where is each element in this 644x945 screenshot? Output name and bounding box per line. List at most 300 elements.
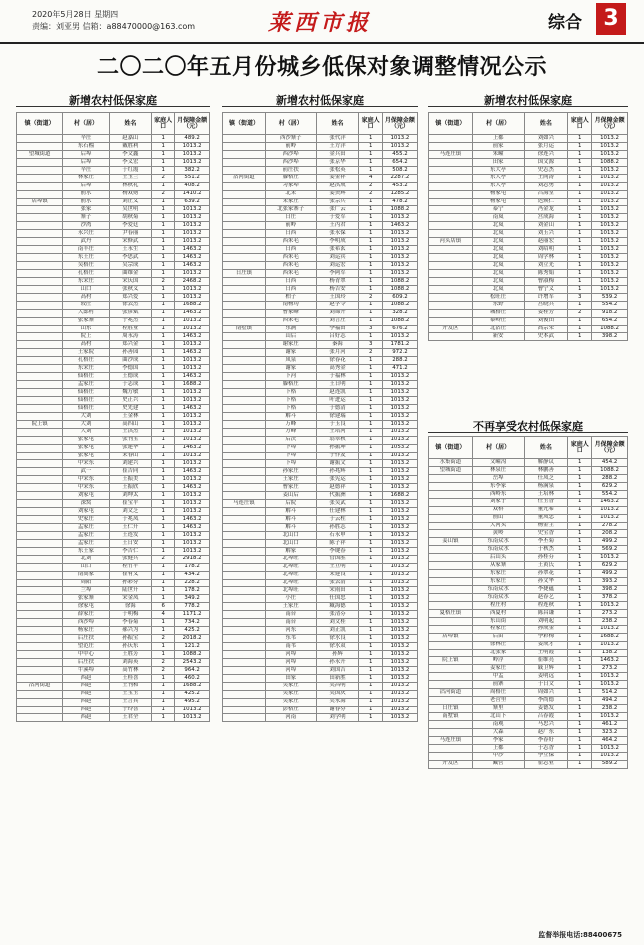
monthly-amount-cell: 1013.2 [175, 341, 210, 349]
town-cell [17, 611, 63, 619]
table-row [429, 609, 628, 617]
household-size-cell: 1 [568, 325, 592, 333]
town-cell [223, 579, 266, 587]
household-size-cell: 1 [359, 460, 382, 468]
name-cell: 赵嘉山 [109, 135, 151, 143]
table-row [429, 625, 628, 633]
village-cell: 高村 [63, 341, 109, 349]
issue-date: 2020年5月28日 [32, 10, 92, 19]
town-cell [17, 389, 63, 397]
town-cell [17, 468, 63, 476]
town-cell [223, 230, 266, 238]
monthly-amount-cell: 1013.2 [175, 714, 210, 722]
town-cell [17, 595, 63, 603]
village-cell: 北埠旺 [265, 587, 316, 595]
town-cell [17, 230, 63, 238]
monthly-amount-cell: 1013.2 [382, 563, 417, 571]
name-cell: 于明梅 [109, 611, 151, 619]
table-row [17, 650, 210, 658]
town-cell [429, 665, 473, 673]
household-size-cell: 1 [152, 254, 175, 262]
village-cell: 林家庄 [63, 174, 109, 182]
village-cell: 北山下 [472, 713, 524, 721]
village-cell: 张家屯 [63, 444, 109, 452]
village-cell: 河南 [265, 714, 316, 722]
table-row [429, 238, 628, 246]
table-row [223, 508, 418, 516]
household-size-cell: 4 [359, 174, 382, 182]
household-size-cell: 1 [568, 190, 592, 198]
monthly-amount-cell: 554.2 [592, 490, 628, 498]
name-cell: 李阿军 [316, 269, 359, 277]
town-cell [429, 285, 473, 293]
monthly-amount-cell: 1688.2 [382, 492, 417, 500]
village-cell: 田家 [472, 158, 524, 166]
village-cell: 北山口 [265, 531, 316, 539]
monthly-amount-cell: 1013.2 [382, 142, 417, 150]
town-cell [223, 285, 266, 293]
household-size-cell: 1 [359, 254, 382, 262]
name-cell: 解静议 [524, 459, 568, 467]
column-header: 家庭人口 [152, 113, 175, 135]
table-row [429, 150, 628, 158]
village-cell: 周阳 [63, 579, 109, 587]
name-cell: 刘立光 [524, 262, 568, 270]
household-size-cell: 1 [152, 468, 175, 476]
monthly-amount-cell: 1013.2 [592, 285, 628, 293]
name-cell: 郑兴爱 [109, 293, 151, 301]
table-row [223, 460, 418, 468]
monthly-amount-cell: 460.2 [175, 674, 210, 682]
table-row [429, 562, 628, 570]
table-row [429, 506, 628, 514]
name-cell: 张松英 [316, 166, 359, 174]
village-cell: 刘家屯 [63, 492, 109, 500]
town-cell [429, 222, 473, 230]
household-size-cell: 1 [568, 609, 592, 617]
household-size-cell: 1 [568, 150, 592, 158]
table-row [17, 150, 210, 158]
monthly-amount-cell: 964.2 [175, 666, 210, 674]
name-cell: 王明霞 [524, 649, 568, 657]
household-size-cell: 1 [568, 301, 592, 309]
monthly-amount-cell: 1013.2 [175, 547, 210, 555]
village-cell: 解斗 [265, 523, 316, 531]
town-cell [429, 246, 473, 254]
village-cell: 西岭东 [472, 490, 524, 498]
monthly-amount-cell: 1013.2 [382, 381, 417, 389]
village-cell: 张家寨 [63, 317, 109, 325]
town-cell [223, 246, 266, 254]
town-cell [223, 650, 266, 658]
household-size-cell: 1 [568, 198, 592, 206]
village-cell: 北沽庄 [472, 325, 524, 333]
town-cell [17, 254, 63, 262]
household-size-cell: 1 [152, 508, 175, 516]
town-cell [429, 649, 473, 657]
name-cell: 孙彩芬 [109, 579, 151, 587]
table-row [429, 538, 628, 546]
table-row [223, 333, 418, 341]
village-cell: 下格 [265, 404, 316, 412]
table-title-1: 新增农村低保家庭 [69, 94, 157, 107]
town-cell: 南墅镇 [429, 713, 473, 721]
town-cell [17, 301, 63, 309]
household-size-cell: 1 [568, 522, 592, 530]
household-size-cell: 2 [359, 349, 382, 357]
name-cell: 王德成 [109, 373, 151, 381]
name-cell: 姜桂芳 [524, 309, 568, 317]
village-cell: 曹家庄 [265, 484, 316, 492]
village-cell: 永兴庄 [63, 230, 109, 238]
column-header: 月保障金额（元） [382, 113, 417, 135]
village-cell: 松旺庄 [472, 293, 524, 301]
editor-email: a88470000@163.com [106, 22, 196, 31]
household-size-cell: 1 [359, 698, 382, 706]
town-cell [223, 309, 266, 317]
table-row [223, 555, 418, 563]
town-cell [429, 158, 473, 166]
household-size-cell: 1 [359, 222, 382, 230]
household-size-cell: 1 [359, 285, 382, 293]
table-header-row [429, 437, 628, 459]
monthly-amount-cell: 1013.2 [382, 508, 417, 516]
household-size-cell: 1 [568, 705, 592, 713]
monthly-amount-cell: 654.2 [382, 158, 417, 166]
table-row [429, 649, 628, 657]
table-row [223, 682, 418, 690]
household-size-cell: 1 [568, 206, 592, 214]
village-cell: 北岚 [472, 269, 524, 277]
town-cell [429, 277, 473, 285]
table-row [223, 547, 418, 555]
low-income-table [222, 112, 418, 722]
table-row [429, 246, 628, 254]
monthly-amount-cell: 2018.2 [175, 635, 210, 643]
village-cell: 下埠 [265, 460, 316, 468]
household-size-cell: 2 [359, 182, 382, 190]
village-cell: 西赵 [63, 674, 109, 682]
household-size-cell: 2 [152, 666, 175, 674]
household-size-cell: 1 [568, 586, 592, 594]
village-cell: 北张家 [472, 649, 524, 657]
table-row [17, 436, 210, 444]
town-cell [429, 490, 473, 498]
table-row [223, 714, 418, 722]
name-cell: 张云清 [316, 579, 359, 587]
table-row [429, 222, 628, 230]
masthead-info [32, 9, 195, 33]
household-size-cell: 1 [152, 341, 175, 349]
town-cell [429, 474, 473, 482]
town-cell [429, 673, 473, 681]
village-cell: 中沙 [472, 752, 524, 760]
village-cell: 牛溪埠 [63, 666, 109, 674]
town-cell [223, 611, 266, 619]
table-row [223, 587, 418, 595]
town-cell: 南墅镇 [223, 325, 266, 333]
town-cell [223, 428, 266, 436]
household-size-cell: 1 [568, 238, 592, 246]
household-size-cell: 1 [568, 222, 592, 230]
monthly-amount-cell: 1013.2 [382, 230, 417, 238]
household-size-cell: 1 [359, 238, 382, 246]
name-cell: 孙永升 [316, 658, 359, 666]
name-cell: 翁翠秋 [316, 436, 359, 444]
table-row [429, 459, 628, 467]
town-cell [223, 404, 266, 412]
monthly-amount-cell: 489.2 [175, 135, 210, 143]
name-cell: 孙振坤 [316, 444, 359, 452]
village-cell: 北埠旺 [265, 571, 316, 579]
monthly-amount-cell: 1088.2 [592, 466, 628, 474]
name-cell: 刘坤太 [109, 492, 151, 500]
village-cell: 望范庄 [63, 643, 109, 651]
village-cell: 东王家 [63, 547, 109, 555]
town-cell [429, 697, 473, 705]
town-cell: 马连庄镇 [429, 150, 473, 158]
table-removed-rural [428, 436, 628, 769]
name-cell: 王振美 [109, 476, 151, 484]
name-cell: 史志杰 [524, 166, 568, 174]
town-cell [17, 658, 63, 666]
village-cell: 兰埠 [63, 587, 109, 595]
household-size-cell: 1 [152, 206, 175, 214]
village-cell: 杨家屯 [472, 198, 524, 206]
monthly-amount-cell: 2287.2 [382, 174, 417, 182]
name-cell: 任建林 [316, 508, 359, 516]
village-cell: 从家寨 [472, 562, 524, 570]
table-row [17, 381, 210, 389]
column-header: 镇（街道） [429, 437, 473, 459]
village-cell: 西沙寨子 [265, 135, 316, 143]
village-cell: 西朱毛 [265, 317, 316, 325]
name-cell: 王立明 [316, 563, 359, 571]
village-cell: 朱疃 [472, 150, 524, 158]
household-size-cell: 1 [359, 587, 382, 595]
town-cell [223, 476, 266, 484]
town-cell: 望城街道 [17, 150, 63, 158]
town-cell [429, 230, 473, 238]
village-cell: 山后 [265, 333, 316, 341]
village-cell: 解斗 [265, 412, 316, 420]
village-cell: 北岚 [472, 254, 524, 262]
monthly-amount-cell: 464.2 [592, 736, 628, 744]
town-cell: 店埠镇 [429, 633, 473, 641]
name-cell: 刘明起 [524, 617, 568, 625]
monthly-amount-cell: 1463.2 [175, 484, 210, 492]
table-row [17, 500, 210, 508]
village-cell: 柏子 [265, 293, 316, 301]
monthly-amount-cell: 1013.2 [175, 325, 210, 333]
name-cell: 于红霞 [109, 166, 151, 174]
town-cell [17, 706, 63, 714]
household-size-cell: 1 [359, 150, 382, 158]
household-size-cell: 1 [568, 720, 592, 728]
town-cell [429, 530, 473, 538]
table-row [429, 254, 628, 262]
town-cell [223, 523, 266, 531]
household-size-cell: 1 [568, 744, 592, 752]
table-row [429, 166, 628, 174]
name-cell: 曹宁义 [524, 285, 568, 293]
village-cell: 滕格庄 [265, 174, 316, 182]
monthly-amount-cell: 1013.2 [175, 357, 210, 365]
monthly-amount-cell: 589.2 [592, 760, 628, 768]
table-row [429, 466, 628, 474]
table-row [223, 698, 418, 706]
name-cell: 陆世升 [109, 587, 151, 595]
village-cell: 西夏村 [472, 609, 524, 617]
monthly-amount-cell: 434.2 [175, 571, 210, 579]
name-cell: 李吉仁 [109, 547, 151, 555]
town-cell: 开发区 [429, 760, 473, 768]
village-cell: 河东 [265, 627, 316, 635]
village-cell: 谢家庄 [265, 341, 316, 349]
town-cell [223, 182, 266, 190]
monthly-amount-cell: 2468.2 [175, 277, 210, 285]
town-cell [223, 698, 266, 706]
table-row [17, 404, 210, 412]
table-row [223, 500, 418, 508]
household-size-cell: 1 [359, 611, 382, 619]
table-row [17, 547, 210, 555]
table-row [429, 333, 628, 341]
household-size-cell: 1 [568, 317, 592, 325]
village-cell: 西赵 [63, 690, 109, 698]
table-row [429, 554, 628, 562]
household-size-cell: 1 [568, 166, 592, 174]
table-row [17, 492, 210, 500]
table-row [223, 246, 418, 254]
town-cell: 院上镇 [17, 420, 63, 428]
monthly-amount-cell: 1463.2 [175, 309, 210, 317]
household-size-cell: 1 [152, 166, 175, 174]
table-row [17, 635, 210, 643]
village-cell: 前水 [63, 198, 109, 206]
town-cell [17, 492, 63, 500]
table-row [223, 325, 418, 333]
monthly-amount-cell: 1463.2 [592, 498, 628, 506]
village-cell: 吴格庄 [63, 262, 109, 270]
town-cell [17, 222, 63, 230]
monthly-amount-cell: 1013.2 [382, 214, 417, 222]
monthly-amount-cell: 1013.2 [382, 476, 417, 484]
monthly-amount-cell: 1013.2 [592, 277, 628, 285]
name-cell: 徐云杰 [109, 301, 151, 309]
village-cell: 西赵 [63, 682, 109, 690]
monthly-amount-cell: 425.2 [175, 627, 210, 635]
monthly-amount-cell: 1013.2 [592, 166, 628, 174]
monthly-amount-cell: 1410.2 [175, 190, 210, 198]
monthly-amount-cell: 1013.2 [175, 460, 210, 468]
village-cell: 泰宁 [472, 206, 524, 214]
monthly-amount-cell: 495.2 [175, 698, 210, 706]
town-cell [429, 269, 473, 277]
table-row [17, 627, 210, 635]
household-size-cell: 1 [359, 579, 382, 587]
monthly-amount-cell: 1013.2 [175, 452, 210, 460]
name-cell: 李义宏 [109, 158, 151, 166]
column-header: 姓名 [316, 113, 359, 135]
column-header: 家庭人口 [568, 113, 592, 135]
monthly-amount-cell: 1013.2 [592, 752, 628, 760]
name-cell: 刘海英 [109, 658, 151, 666]
table-title-4: 不再享受农村低保家庭 [473, 420, 583, 433]
household-size-cell: 1 [568, 649, 592, 657]
town-cell [17, 539, 63, 547]
table-row [223, 484, 418, 492]
village-cell: 中宋东 [63, 484, 109, 492]
town-cell [223, 682, 266, 690]
name-cell: 陈子祥 [316, 539, 359, 547]
village-cell: 东大亭 [472, 166, 524, 174]
village-cell: 中孟 [472, 673, 524, 681]
name-cell: 于云柱 [316, 516, 359, 524]
town-cell [429, 514, 473, 522]
town-cell [17, 277, 63, 285]
name-cell: 李德国 [109, 365, 151, 373]
household-size-cell: 1 [152, 182, 175, 190]
monthly-amount-cell: 238.2 [592, 617, 628, 625]
name-cell: 田新胜 [316, 674, 359, 682]
table-row [223, 690, 418, 698]
table-row [223, 373, 418, 381]
household-size-cell: 2 [152, 635, 175, 643]
household-size-cell: 1 [152, 309, 175, 317]
town-cell [223, 539, 266, 547]
monthly-amount-cell: 455.2 [382, 150, 417, 158]
household-size-cell: 1 [568, 466, 592, 474]
village-cell: 西沙埠 [265, 158, 316, 166]
name-cell: 崔吉同 [109, 468, 151, 476]
monthly-amount-cell: 1688.2 [175, 301, 210, 309]
table-row [223, 428, 418, 436]
village-cell: 刘家子 [472, 498, 524, 506]
household-size-cell: 1 [359, 277, 382, 285]
town-cell [429, 333, 473, 341]
town-cell [17, 285, 63, 293]
name-cell: 刘正义 [109, 198, 151, 206]
name-cell: 宋修武 [109, 238, 151, 246]
table-row [429, 681, 628, 689]
town-cell [429, 554, 473, 562]
table-row [429, 728, 628, 736]
monthly-amount-cell: 734.2 [175, 619, 210, 627]
monthly-amount-cell: 1013.2 [592, 174, 628, 182]
name-cell: 吴永海 [316, 698, 359, 706]
name-cell: 吴宗成 [109, 262, 151, 270]
village-cell: 日西 [265, 285, 316, 293]
town-cell [429, 586, 473, 594]
table-row [17, 333, 210, 341]
town-cell [17, 158, 63, 166]
town-cell [429, 190, 473, 198]
town-cell [223, 381, 266, 389]
village-cell: 南苇 [265, 643, 316, 651]
table-header-row [429, 113, 628, 135]
name-cell: 崔宝平 [109, 500, 151, 508]
town-cell [223, 516, 266, 524]
village-cell: 日西 [265, 230, 316, 238]
monthly-amount-cell: 1013.2 [175, 389, 210, 397]
table-row [223, 301, 418, 309]
village-cell: 彭格庄 [265, 706, 316, 714]
household-size-cell: 1 [359, 627, 382, 635]
monthly-amount-cell: 1013.2 [592, 190, 628, 198]
household-size-cell: 1 [359, 476, 382, 484]
village-cell: 河埠 [265, 650, 316, 658]
